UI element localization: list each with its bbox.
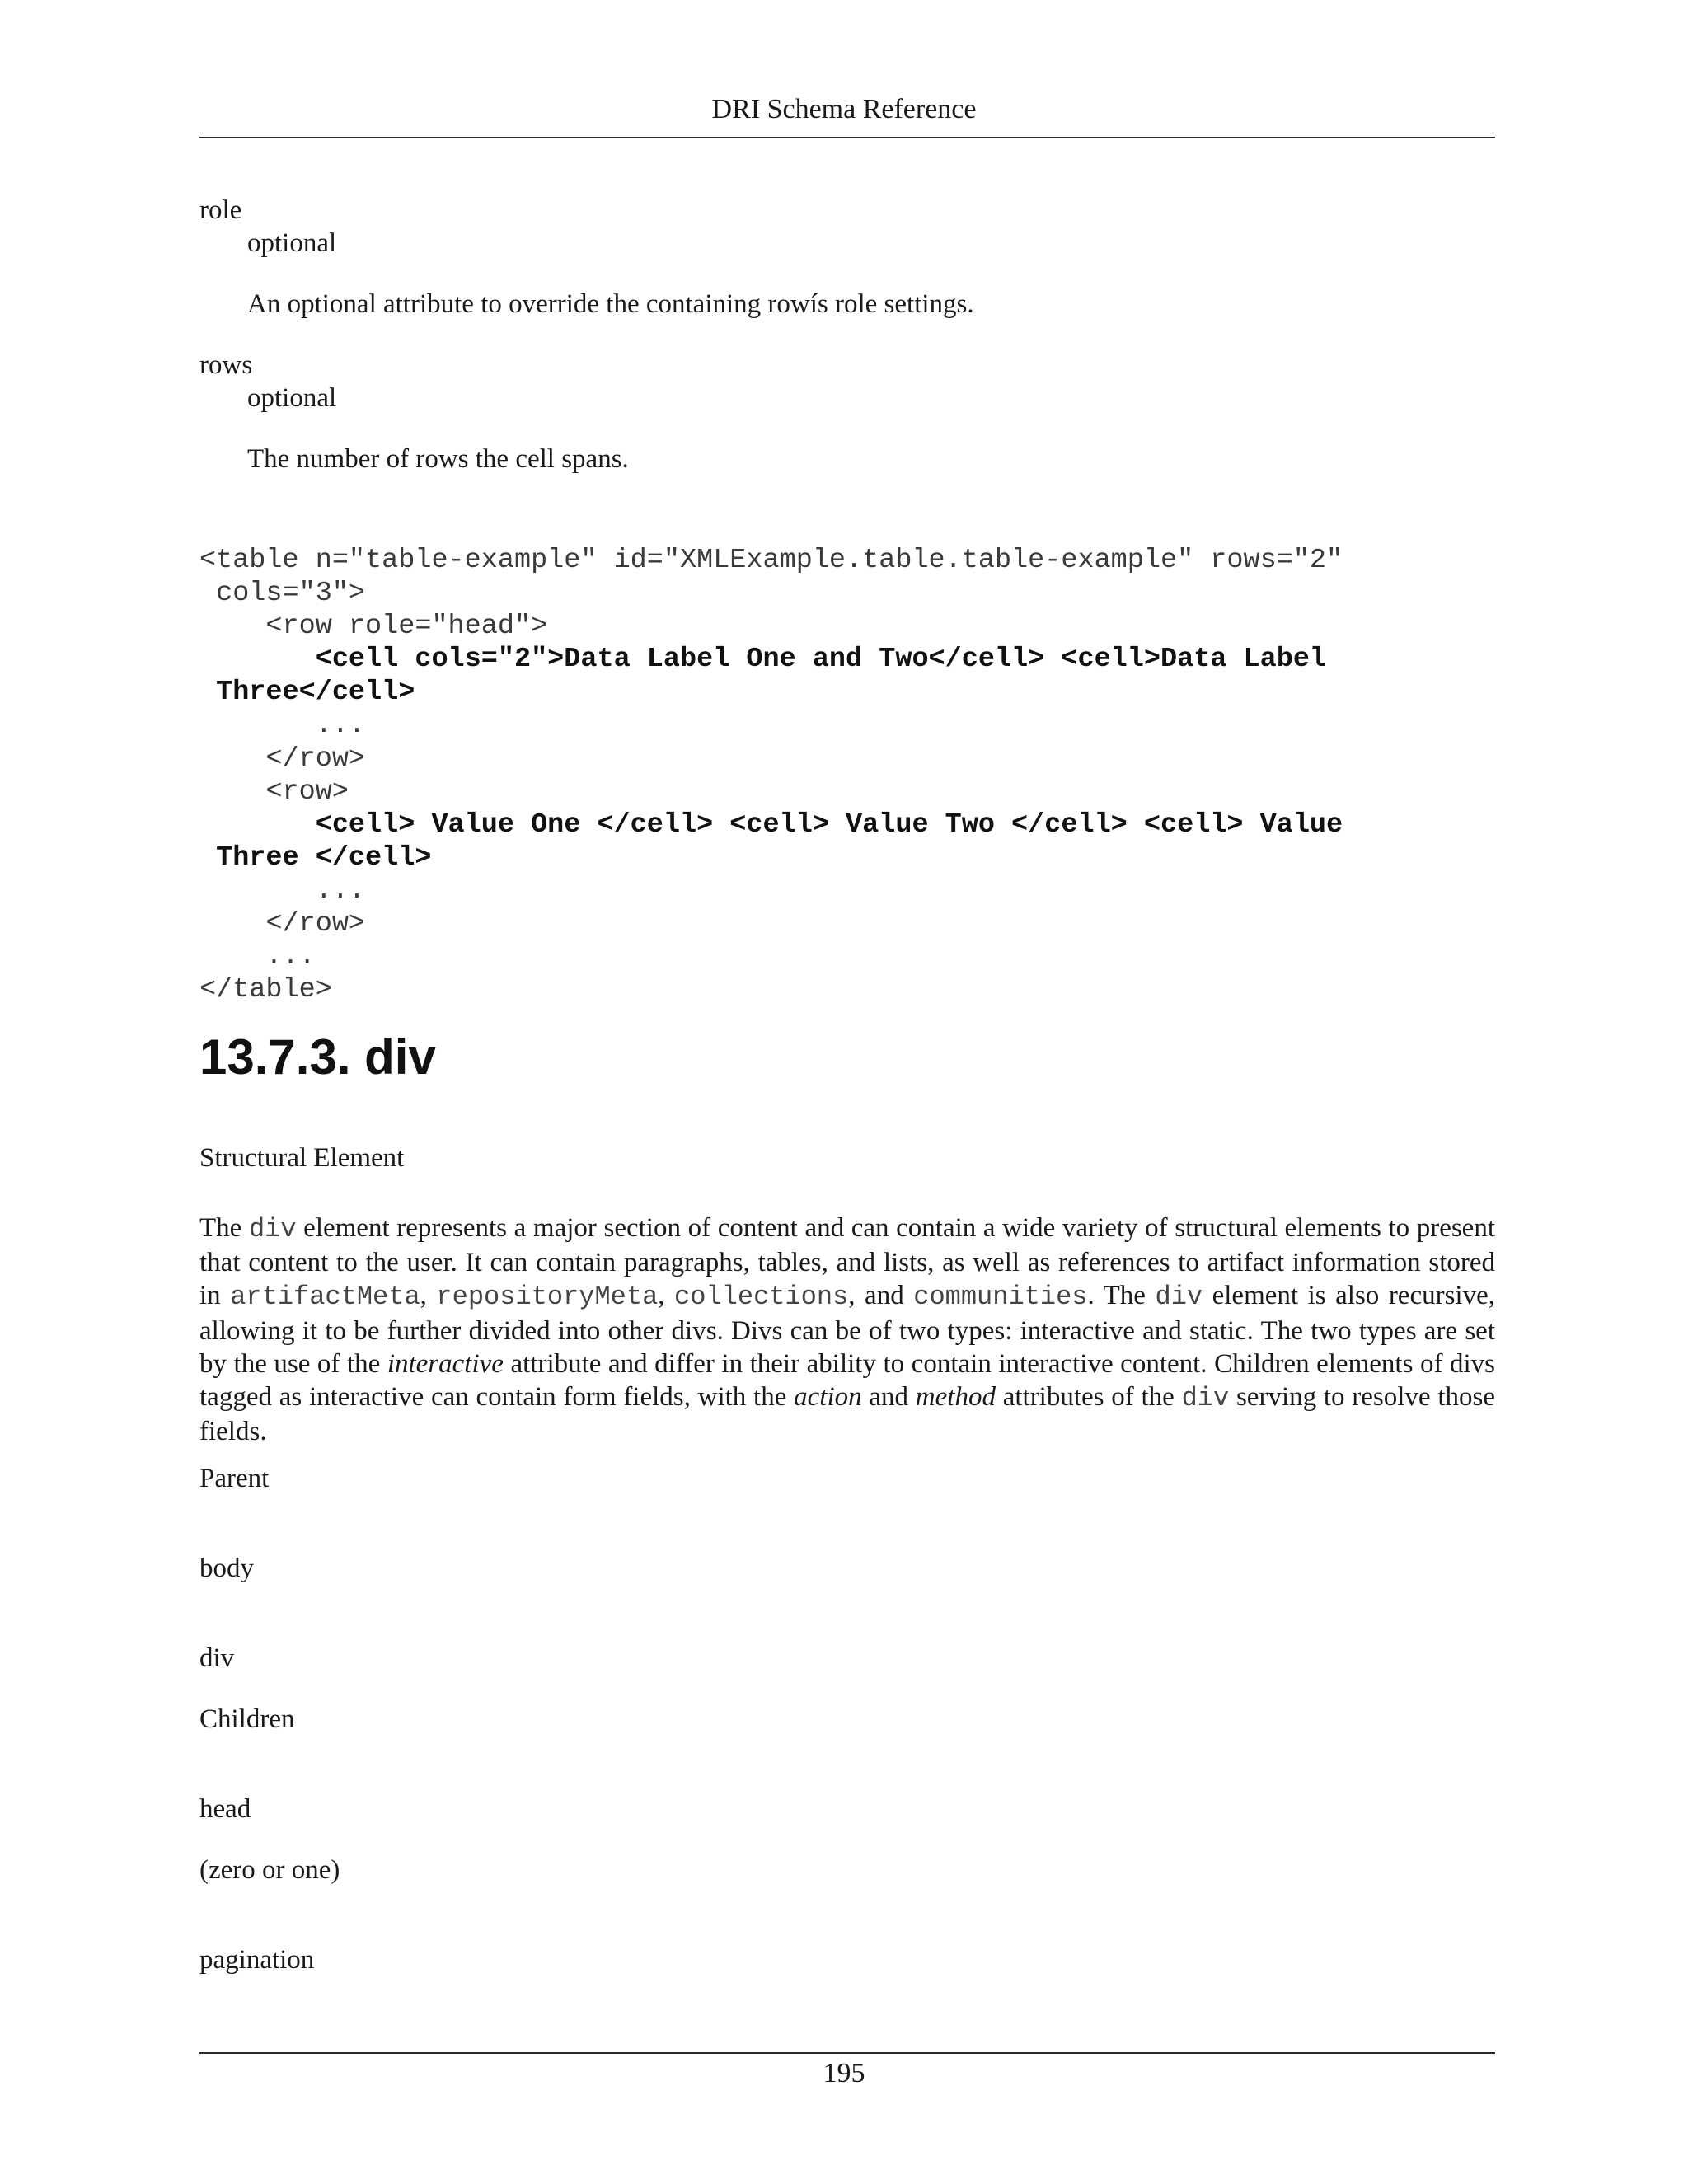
footer-rule: [199, 2052, 1495, 2054]
attribute-requirement-rows: optional: [247, 383, 337, 413]
code-line: </row>: [199, 743, 366, 775]
code-line: ...: [199, 710, 366, 742]
element-kind: Structural Element: [199, 1143, 405, 1173]
code-line-bold: Three </cell>: [199, 841, 432, 874]
section-heading: 13.7.3. div: [199, 1029, 436, 1085]
attribute-description-rows: The number of rows the cell spans.: [247, 444, 629, 474]
attribute-name-role: role: [199, 195, 242, 225]
code-term: communities: [913, 1282, 1088, 1313]
code-term: div: [1155, 1282, 1203, 1313]
code-term: div: [1181, 1383, 1230, 1414]
child-item-name: pagination: [199, 1945, 315, 1975]
parent-item: div: [199, 1643, 235, 1673]
code-line: <row role="head">: [199, 611, 548, 643]
code-term: div: [248, 1214, 297, 1244]
running-header: DRI Schema Reference: [711, 94, 977, 124]
code-line: ...: [199, 941, 316, 973]
code-line: </table>: [199, 974, 332, 1006]
attribute-description-role: An optional attribute to override the containing rowís role settings.: [247, 289, 974, 319]
code-line: </row>: [199, 908, 366, 940]
attribute-requirement-role: optional: [247, 228, 337, 258]
code-line-bold: <cell> Value One </cell> <cell> Value Two </cell> <cell> Value: [199, 808, 1343, 841]
code-line: <row>: [199, 776, 349, 808]
parent-item: body: [199, 1554, 254, 1583]
code-example: [199, 544, 1343, 1006]
emphasis-term: interactive: [387, 1348, 504, 1379]
code-line: <table n="table-example" id="XMLExample.table.table-example" rows="2": [199, 545, 1343, 576]
code-line-bold: <cell cols="2">Data Label One and Two</cell> <cell>Data Label: [199, 644, 1327, 676]
parent-label: Parent: [199, 1464, 270, 1493]
code-line: cols="3">: [199, 578, 366, 610]
attribute-name-rows: rows: [199, 350, 253, 380]
code-term: collections: [674, 1282, 849, 1313]
code-term: repositoryMeta: [436, 1282, 659, 1313]
child-item-note: (zero or one): [199, 1855, 340, 1885]
header-rule: [199, 137, 1495, 138]
emphasis-term: method: [915, 1382, 996, 1413]
emphasis-term: action: [794, 1382, 862, 1413]
section-description: The div element represents a major section of content and can contain a wide variety of structural elements to present that content to the user. It can contain paragraphs, tables, and lists, as well as references to artifact information stored in artifactMeta, repositoryMeta, collections, and communities. The div element is also recursive, allowing it to be further divided into other divs. Divs can be of two types: interactive and static. The two types are set by the use of the interactive attribute and differ in their ability to contain interactive content. Children elements of divs tagged as interactive can contain form fields, with the action and method attributes of the div serving to resolve those fields.: [199, 1213, 1496, 1447]
code-term: artifactMeta: [230, 1282, 420, 1313]
page-number: 195: [823, 2058, 865, 2088]
code-line: ...: [199, 874, 366, 907]
code-line-bold: Three</cell>: [199, 677, 415, 709]
child-item-name: head: [199, 1794, 251, 1824]
children-label: Children: [199, 1704, 295, 1734]
